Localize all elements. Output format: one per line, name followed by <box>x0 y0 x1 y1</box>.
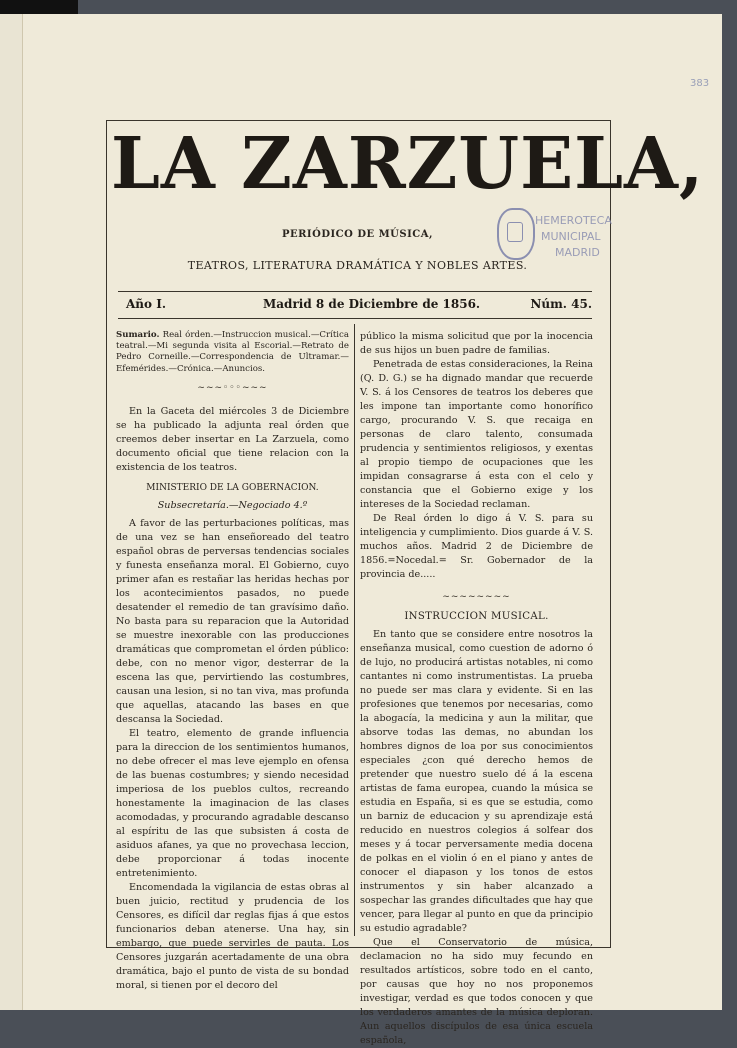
order-paragraph-5: Penetrada de estas consideraciones, la Reina (Q. D. G.) se ha dignado mandar que recuerde V. S. á los Censores de teatros los deberes que les impone tan importante como honorífico cargo, procurando V. S. que recaiga en personas de claro talento, consumada prudencia y sentimientos religiosos, y exentas al propio tiempo de ocupaciones que les impidan consagrarse á esta con el celo y constancia que el Gobierno exige y los intereses de la Sociedad reclaman. <box>360 359 593 510</box>
masthead-title: LA ZARZUELA, <box>111 121 705 205</box>
masthead-subtitle: PERIÓDICO DE MÚSICA, <box>281 229 433 240</box>
stamp-line-3: MADRID <box>555 246 600 259</box>
music-paragraph-2: Que el Conservatorio de música, declamacion no ha sido muy fecundo en resultados artísticos, sobre todo en el canto, por causas que hoy no nos proponemos investigar, verdad es que todos conocen y que los verdaderos amantes de la música deploran. Aun aquellos discípulos de esa única escuela española, <box>360 937 593 1046</box>
summary-label: Sumario. <box>116 330 160 340</box>
margin-page-mark: 383 <box>690 78 710 89</box>
order-paragraph-2: El teatro, elemento de grande influencia para la direccion de los sentimientos humanos, no debe ofrecer el mas leve ejemplo en ofensa de las buenas costumbres; y siendo necesidad imperiosa de los pueblos cultos, recreando honestamente la imaginacion de las clases acomodadas, y procurando agradable descanso al espíritu de las que subsisten á costa de asiduos afanes, ya que no provechasa leccion, debe proporcionar á todas inocente entretenimiento. <box>116 727 349 879</box>
masthead-tagline: TEATROS, LITERATURA DRAMÁTICA Y NOBLES ARTES. <box>187 259 528 272</box>
order-paragraph-4: público la misma solicitud que por la inocencia de sus hijos un buen padre de familias. <box>360 331 593 356</box>
left-column <box>116 330 349 993</box>
issue-year: Año I. <box>126 297 167 311</box>
summary <box>116 330 349 375</box>
order-paragraph-6: De Real órden lo digo á V. S. para su inteligencia y cumplimiento. Dios guarde á V. S. muchos años. Madrid 2 de Diciembre de 1856.=Nocedal.= Sr. Gobernador de la provincia de..... <box>360 513 593 580</box>
subsecretaria-line: Subsecretaría.—Negociado 4.º <box>157 499 308 511</box>
ornament-divider: ~~~◦◦◦~~~ <box>197 382 268 393</box>
issue-date: Madrid 8 de Diciembre de 1856. <box>263 297 481 311</box>
order-paragraph-3: Encomendada la vigilancia de estas obras al buen juicio, rectitud y prudencia de los Censores, es difícil dar reglas fijas á que estos funcionarios deban atenerse. Una hay, sin embargo, que puede servirles de pauta. Los Censores juzgarán acertadamente de una obra dramática, bajo el punto de vista de su bondad moral, si tienen por el decoro del <box>116 881 349 991</box>
intro-paragraph: En la Gaceta del miércoles 3 de Diciembre se ha publicado la adjunta real órden que creemos deber insertar en La Zarzuela, como documento oficial que tiene relacion con la existencia de los teatros. <box>116 405 349 473</box>
rule-bottom <box>118 318 592 319</box>
rule-top <box>118 291 592 292</box>
summary-text: Real órden.—Instruccion musical.—Crítica teatral.—Mi segunda visita al Escorial.—Retrato de Pedro Corneille.—Correspondencia de Ultramar.—Efemérides.—Crónica.—Anuncios. <box>116 330 349 374</box>
seal-icon <box>497 208 535 260</box>
music-paragraph-1: En tanto que se considere entre nosotros la enseñanza musical, como cuestion de adorno ó de lujo, no producirá artistas notables, ni como cantantes ni como instrumentistas. La prueba no puede ser mas clara y evidente. Si en las profesiones que tenemos por necesarias, como la abogacía, la medicina y aun la militar, que absorve todas las demas, no abundan los hombres dignos de loa por sus conocimientos especiales ¿con qué derecho hemos de pretender que nuestro suelo dé á la escena artistas de fama europea, cuando la música se estudia en España, si es que se estudia, como un barniz de educacion y su aprendizaje está reducido en nuestros colegios á solfear dos meses y á tocar perversamente media docena de polkas en el violin ó en el piano y antes de conocer el diapason y los tonos de estos instrumentos y sin haber alcanzado a sospechar las grandes dificultades que hay que vencer, para llegar al punto en que da principio su estudio agradable? <box>360 629 593 934</box>
column-divider <box>354 324 355 936</box>
library-stamp <box>497 208 617 264</box>
scan-edge-blot <box>0 0 78 14</box>
right-column <box>360 330 593 1048</box>
stamp-line-2: MUNICIPAL <box>541 230 601 243</box>
ministry-heading: MINISTERIO DE LA GOBERNACION. <box>146 482 319 493</box>
ornament-divider-2: ~~~~~~~~ <box>442 592 511 602</box>
order-paragraph-1: A favor de las perturbaciones políticas, mas de una vez se han enseñoreado del teatro español obras de perversas tendencias sociales y funesta enseñanza moral. El Gobierno, cuyo primer afan es restañar las heridas hechas por los acontecimientos pasados, no puede desatender el remedio de tan gravísimo daño. No basta para su reparacion que la Autoridad se muestre inexorable con las producciones dramáticas que comprometan el órden público: debe, con no menor vigor, desterrar de la escena las que, pervirtiendo las costumbres, causan una lesion, si no tan viva, mas profunda que aquellas, atacando las bases en que descansa la Sociedad. <box>116 517 349 725</box>
section-heading: INSTRUCCION MUSICAL. <box>404 611 549 622</box>
issue-number: Núm. 45. <box>530 297 592 311</box>
stamp-line-1: HEMEROTECA <box>535 214 612 227</box>
